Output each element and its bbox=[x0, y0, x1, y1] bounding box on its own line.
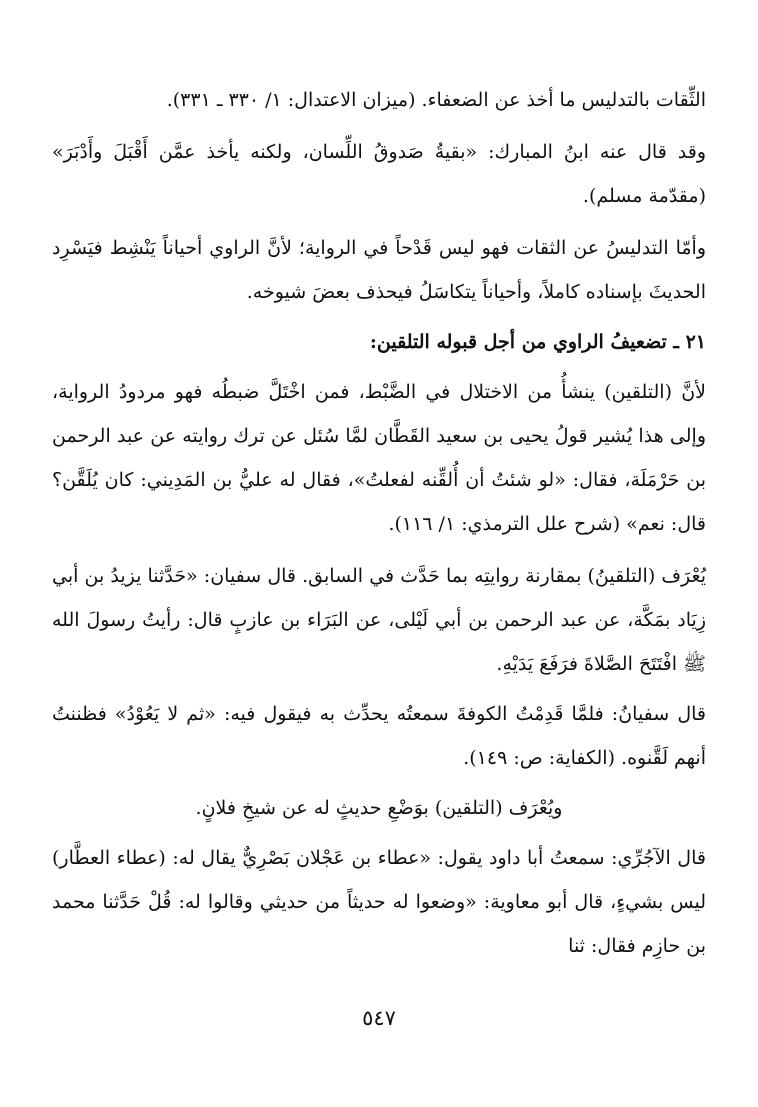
paragraph-mizan-citation: الثِّقات بالتدليس ما أخذ عن الضعفاء. (ميزان الاعتدال: ١/ ٣٣٠ ـ ٣٣١). bbox=[166, 89, 706, 111]
paragraph-talqin-definition: لأنَّ (التلقين) ينشأُ من الاختلال في الضَّبْط، فمن اخْتَلَّ ضبطُه فهو مردودُ الرواية، وإلى هذا يُشير قولُ يحيى بن سعيد القَطَّان لمَّا سُئل عن ترك روايته عن عبد الرحمن بن حَرْمَلَة، فقال: «لو شئتُ أن أُلقِّنه لفعلتُ»، فقال له عليُّ بن المَدِيني: كان يُلَقَّن؟ قال: نعم» (شرح علل الترمذي: ١/ ١١٦). bbox=[52, 381, 706, 535]
paragraph-talqin-comparison: يُعْرَف (التلقينُ) بمقارنة روايتِه بما حَدَّث في السابق. قال سفيان: «حَدَّثنا يزيدُ بن أبي زِيَاد بمَكَّة، عن عبد الرحمن بن أبي لَيْلى، عن البَرَاء بن عازبٍ قال: رأيتُ رسولَ الله ﷺ افْتَتَحَ الصَّلاةَ فرَفَعَ يَدَيْهِ. bbox=[52, 565, 706, 675]
paragraph-sufyan: قال سفيانُ: فلمَّا قَدِمْتُ الكوفةَ سمعتُه يحدِّث به فيقول فيه: «ثم لا يَعُوْدُ» فظننتُ أنهم لَقَّنوه. (الكفاية: ص: ١٤٩). bbox=[52, 703, 706, 769]
page-number: ٥٤٧ bbox=[362, 1006, 396, 1030]
paragraph-ajurri: قال الآجُرِّي: سمعتُ أبا داود يقول: «عطاء بن عَجْلان بَصْرِيٌّ يقال له: (عطاء العطَّار) ليس بشيءٍ، قال أبو معاوية: «وضعوا له حديثاً من حديثي وقالوا له: قُلْ حَدَّثنا محمد بن حازِم فقال: ثنا bbox=[52, 847, 706, 957]
paragraph-ibn-mubarak: وقد قال عنه ابنُ المبارك: «بقيةُ صَدوقُ اللِّسان، ولكنه يأخذ عمَّن أَقْبَلَ وأَدْبَرَ» (مقدّمة مسلم). bbox=[52, 141, 706, 207]
paragraph-talqin-fabrication: ويُعْرَف (التلقين) بوَضْعِ حديثٍ له عن شيخِ فلانٍ. bbox=[195, 797, 563, 819]
paragraph-tadlis: وأمّا التدليسُ عن الثقات فهو ليس قَدْحاً في الرواية؛ لأنَّ الراوي أحياناً يَنْشِط فيَسْرِد الحديثَ بإسناده كاملاً، وأحياناً يتكاسَلُ فيحذف بعضَ شيوخه. bbox=[52, 237, 706, 303]
section-heading-talqin: ٢١ ـ تضعيفُ الراوي من أجل قبوله التلقين: bbox=[369, 331, 706, 353]
page-body bbox=[52, 78, 706, 968]
